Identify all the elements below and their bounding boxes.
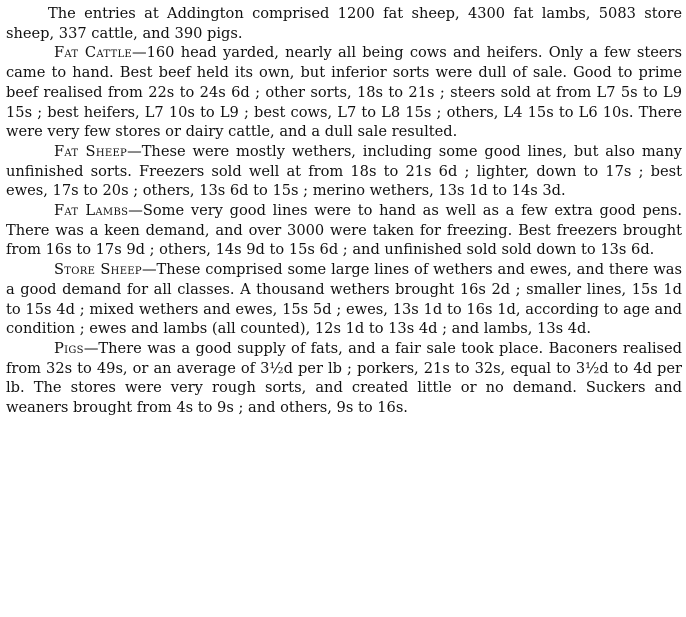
fat-lambs-paragraph	[6, 201, 682, 260]
intro-text: The entries at Addington comprised 1200 fat sheep, 4300 fat lambs, 5083 store sheep, 337 cattle, and 390 pigs.	[6, 5, 682, 42]
store-sheep-text: —These comprised some large lines of wethers and ewes, and there was a good demand for all classes. A thousand wethers brought 16s 2d ; smaller lines, 15s 1d to 15s 4d ; mixed wethers and ewes, 15s 5d ; ewes, 13s 1d to 16s 1d, according to age and condition ; ewes and lambs (all counted), 12s 1d to 13s 4d ; and lambs, 13s 4d.	[6, 261, 682, 338]
store-sheep-heading: Store Sheep	[54, 261, 142, 279]
newspaper-article	[6, 4, 682, 418]
fat-lambs-heading: Fat Lambs	[54, 202, 129, 220]
pigs-text: —There was a good supply of fats, and a fair sale took place. Baconers realised from 32s to 49s, or an average of 3½d per lb ; porkers, 21s to 32s, equal to 3½d to 4d per lb. The stores were very rough sorts, and created little or no demand. Suckers and weaners brought from 4s to 9s ; and others, 9s to 16s.	[6, 339, 682, 417]
fat-sheep-text: —These were mostly wethers, including some good lines, but also many unfinished sorts. Freezers sold well at from 18s to 21s 6d ; lighter, down to 17s ; best ewes, 17s to 20s ; others, 13s 6d to 15s ; merino wethers, 13s 1d to 14s 3d.	[6, 142, 683, 200]
intro-paragraph	[6, 4, 682, 43]
fat-sheep-paragraph	[6, 142, 682, 201]
fat-cattle-heading: Fat Cattle	[54, 44, 133, 62]
pigs-heading: Pigs	[54, 339, 84, 357]
fat-cattle-text: —160 head yarded, nearly all being cows and heifers. Only a few steers came to hand. Best beef held its own, but inferior sorts were dull of sale. Good to prime beef realised from 22s to 24s 6d ; other sorts, 18s to 21s ; steers sold at from L7 5s to L9 15s ; best heifers, L7 10s to L9 ; best cows, L7 to L8 15s ; others, L4 15s to L6 10s. There were very few stores or dairy cattle, and a dull sale resulted.	[6, 44, 683, 141]
fat-cattle-paragraph	[6, 43, 682, 142]
fat-sheep-heading: Fat Sheep	[54, 142, 128, 160]
pigs-paragraph	[6, 339, 682, 418]
store-sheep-paragraph	[6, 260, 682, 339]
fat-lambs-text: —Some very good lines were to hand as well as a few extra good pens. There was a keen demand, and over 3000 were taken for freezing. Best freezers brought from 16s to 17s 9d ; others, 14s 9d to 15s 6d ; and unfinished sold sold down to 13s 6d.	[6, 202, 682, 259]
